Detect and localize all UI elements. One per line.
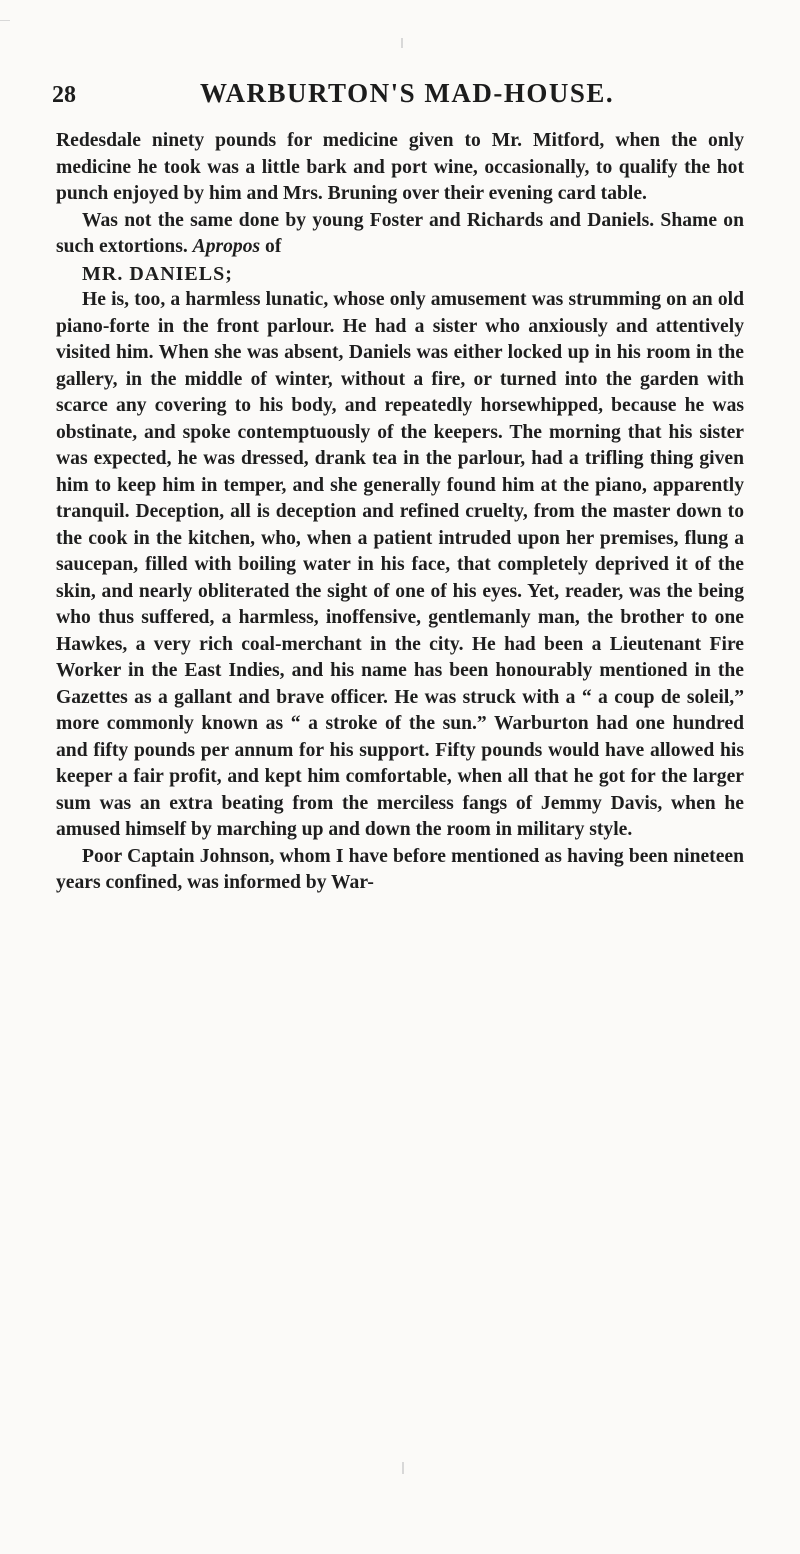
paragraph-2-text: Was not the same done by young Foster and Richards and Daniels. Shame on such extortions. xyxy=(56,209,744,257)
section-heading: MR. DANIELS; xyxy=(82,262,233,285)
page-header xyxy=(52,78,752,118)
running-head: WARBURTON'S MAD-HOUSE. xyxy=(200,78,615,108)
paragraph-2 xyxy=(56,208,744,261)
scan-mark-top xyxy=(401,38,403,48)
paragraph-3: He is, too, a harmless lunatic, whose only amusement was strumming on an old piano-forte in the front parlour. He had a sister who anxiously and attentively visited him. When she was absent, Daniels was either locked up in his room in the gallery, in the middle of winter, without a fire, or turned into the garden with scarce any covering to his body, and repeatedly horsewhipped, because he was obstinate, and spoke contemptuously of the keepers. The morning that his sister was expected, he was dressed, drank tea in the parlour, had a trifling thing given him to keep him in temper, and she generally found him at the piano, apparently tranquil. Deception, all is deception and refined cruelty, from the master down to the cook in the kitchen, who, when a patient intruded upon her premises, flung a saucepan, filled with boiling water in his face, that completely deprived it of the skin, and nearly obliterated the sight of one of his eyes. Yet, reader, was the being who thus suffered, a harmless, inoffensive, gentlemanly man, the brother to one Hawkes, a very rich coal-merchant in the city. He had been a Lieutenant Fire Worker in the East Indies, and his name has been honourably mentioned in the Gazettes as a gallant and brave officer. He was struck with a “ a coup de soleil,” more commonly known as “ a stroke of the sun.” Warburton had one hundred and fifty pounds per annum for his support. Fifty pounds would have allowed his keeper a fair profit, and kept him comfortable, when all that he got for the larger sum was an extra beating from the merciless fangs of Jemmy Davis, when he amused himself by marching up and down the room in military style. xyxy=(56,289,744,840)
paragraph-2-italic: Apropos xyxy=(192,236,261,257)
body-text xyxy=(56,128,744,897)
paragraph-4: Poor Captain Johnson, whom I have before mentioned as having been nineteen years confined, was informed by War- xyxy=(56,845,744,893)
page-number: 28 xyxy=(52,82,76,108)
scan-mark-bottom xyxy=(402,1462,404,1474)
paragraph-1: Redesdale ninety pounds for medicine given to Mr. Mitford, when the only medicine he took was a little bark and port wine, occasionally, to qualify the hot punch enjoyed by him and Mrs. Bruning over their evening card table. xyxy=(56,130,744,204)
paragraph-2-end: of xyxy=(265,236,282,257)
scan-mark-top-left xyxy=(0,20,10,21)
